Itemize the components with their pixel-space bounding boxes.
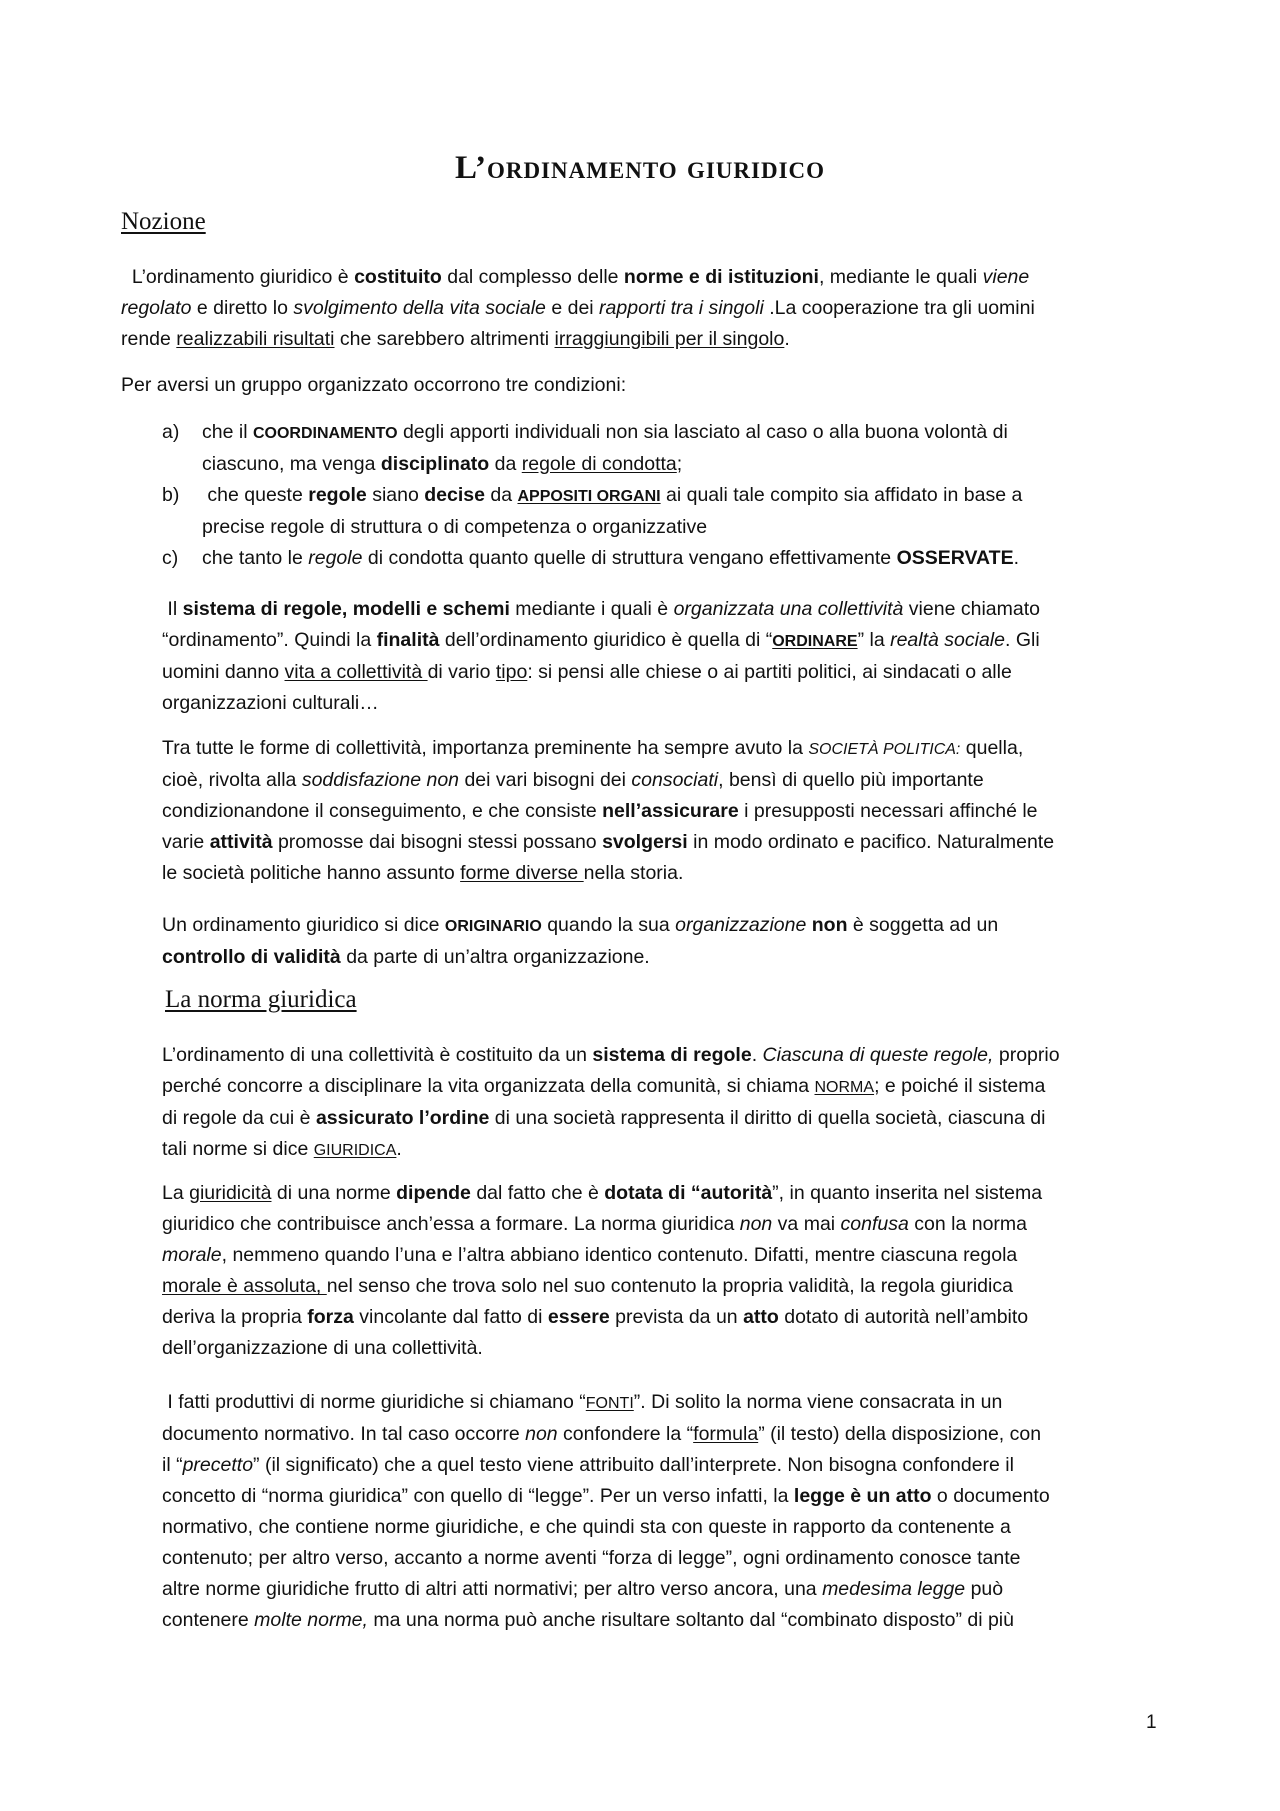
section-heading-nozione: Nozione [121,208,206,235]
list-item: c) che tanto le regole di condotta quanto quelle di struttura vengano effettivamente OSSERVATE. [162,543,1142,574]
paragraph-societa-politica: Tra tutte le forme di collettività, importanza preminente ha sempre avuto la SOCIETÀ POLITICA: quella, cioè, rivolta alla soddisfazione non dei vari bisogni dei consociati, bensì di quello più importante condizionandone il conseguimento, e che consiste nell’assicurare i presupposti necessari affinché le varie attività promosse dai bisogni stessi possano svolgersi in modo ordinato e pacifico. Naturalmente le società politiche hanno assunto forme diverse nella storia. [162,737,1055,884]
list-marker: b) [162,484,180,506]
list-item: b) che queste regole siano decise da APPOSITI ORGANI ai quali tale compito sia affidato in base a precise regole di struttura o di competenza o organizzative [162,480,1142,543]
section-heading-norma-giuridica: La norma giuridica [165,986,357,1013]
list-item: a) che il COORDINAMENTO degli apporti individuali non sia lasciato al caso o alla buona volontà di ciascuno, ma venga disciplinato da regole di condotta; [162,417,1142,480]
paragraph-originario: Un ordinamento giuridico si dice ORIGINARIO quando la sua organizzazione non è soggetta ad un controllo di validità da parte di un’altra organizzazione. [162,914,999,968]
paragraph-nozione-intro: L’ordinamento giuridico è costituito dal complesso delle norme e di istituzioni, mediante le quali viene regolato e diretto lo svolgimento della vita sociale e dei rapporti tra i singoli .La cooperazione tra gli uomini rende realizzabili risultati che sarebbero altrimenti irraggiungibili per il singolo. [121,266,1035,350]
paragraph-giuridicita: La giuridicità di una norme dipende dal fatto che è dotata di “autorità”, in quanto inserita nel sistema giuridico che contribuisce anch’essa a formare. La norma giuridica non va mai confusa con la norma morale, nemmeno quando l’una e l’altra abbiano identico contenuto. Difatti, mentre ciascuna regola morale è assoluta, nel senso che trova solo nel suo contenuto la propria validità, la regola giuridica deriva la propria forza vincolante dal fatto di essere prevista da un atto dotato di autorità nell’ambito dell’organizzazione di una collettività. [162,1182,1043,1359]
paragraph-norma-intro: L’ordinamento di una collettività è costituito da un sistema di regole. Ciascuna di queste regole, proprio perché concorre a disciplinare la vita organizzata della comunità, si chiama NORMA; e poiché il sistema di regole da cui è assicurato l’ordine di una società rappresenta il diritto di quella società, ciascuna di tali norme si dice GIURIDICA. [162,1044,1060,1160]
conditions-list [162,417,1142,574]
paragraph-sistema-regole: Il sistema di regole, modelli e schemi mediante i quali è organizzata una collettività viene chiamato “ordinamento”. Quindi la finalità dell’ordinamento giuridico è quella di “ORDINARE” la realtà sociale. Gli uomini danno vita a collettività di vario tipo: si pensi alle chiese o ai partiti politici, ai sindacati o alle organizzazioni culturali… [162,598,1040,714]
paragraph-condizioni-intro: Per aversi un gruppo organizzato occorrono tre condizioni: [121,374,627,396]
page-number: 1 [1146,1712,1157,1733]
list-marker: c) [162,547,179,569]
paragraph-fonti: I fatti produttivi di norme giuridiche si chiamano “FONTI”. Di solito la norma viene consacrata in un documento normativo. In tal caso occorre non confondere la “formula” (il testo) della disposizione, con il “precetto” (il significato) che a quel testo viene attribuito dall’interprete. Non bisogna confondere il concetto di “norma giuridica” con quello di “legge”. Per un verso infatti, la legge è un atto o documento normativo, che contiene norme giuridiche, e che quindi sta con queste in rapporto da contenente a contenuto; per altro verso, accanto a norme aventi “forza di legge”, ogni ordinamento conosce tante altre norme giuridiche frutto di altri atti normativi; per altro verso ancora, una medesima legge può contenere molte norme, ma una norma può anche risultare soltanto dal “combinato disposto” di più [162,1391,1050,1631]
list-marker: a) [162,421,180,443]
page-title: L’ordinamento giuridico [454,150,826,186]
